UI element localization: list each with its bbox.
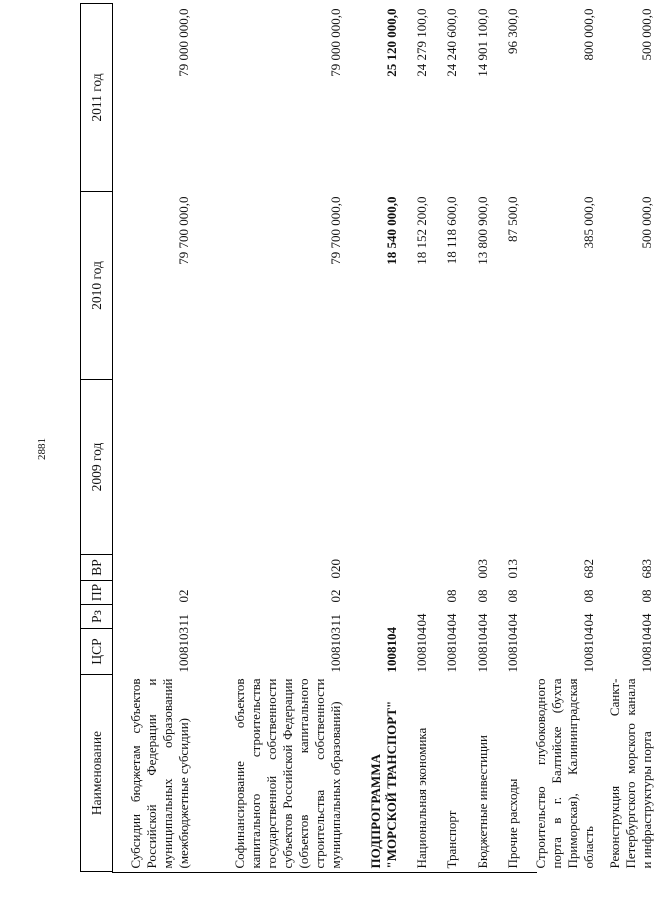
row-vr: 013	[504, 559, 520, 579]
row-rz: 04	[504, 613, 520, 627]
row-rz: 04	[474, 613, 490, 627]
row-rz: 04	[638, 613, 654, 627]
budget-table-container	[80, 4, 654, 872]
row-name: Транспорт	[443, 810, 459, 869]
row-2011: 24 240 600,0	[443, 8, 459, 77]
row-2009	[113, 380, 197, 555]
table-header-row	[81, 4, 113, 872]
row-2009	[435, 380, 465, 555]
row-pr: 02	[175, 589, 191, 603]
row-pr: 08	[580, 589, 596, 603]
row-name: Строительство глубоководного порта в г. Балтийске (бухта Приморская), Калининградская область	[532, 678, 596, 869]
table-row	[435, 4, 465, 872]
table-row	[496, 4, 526, 872]
row-2010: 385 000,0	[580, 196, 596, 249]
row-pr	[405, 581, 435, 605]
row-2010: 18 540 000,0	[383, 196, 399, 265]
row-name: Реконструкция Санкт-Петербургского морского канала и инфраструктуры порта	[606, 678, 654, 869]
row-2009	[465, 380, 496, 555]
row-name: ПОДПРОГРАММА "МОРСКОЙ ТРАНСПОРТ"	[367, 700, 399, 869]
row-vr: 683	[638, 559, 654, 579]
row-rz: 04	[413, 613, 429, 627]
row-2009	[526, 380, 602, 555]
row-2011: 96 300,0	[504, 8, 520, 54]
header-2009: 2009 год	[81, 380, 113, 555]
header-2011: 2011 год	[81, 4, 113, 192]
row-csr: 1008104	[383, 627, 399, 673]
table-row	[602, 4, 660, 872]
table-row	[465, 4, 496, 872]
table-row	[113, 4, 197, 872]
row-vr	[113, 555, 197, 581]
row-2010: 500 000,0	[638, 196, 654, 249]
row-csr: 1008104	[638, 627, 654, 673]
page-number: 2881	[36, 438, 48, 460]
row-rz	[349, 605, 405, 629]
row-rz: 11	[327, 613, 343, 627]
row-pr: 08	[474, 589, 490, 603]
row-2011: 79 000 000,0	[175, 8, 191, 77]
row-pr: 08	[443, 589, 459, 603]
row-2010: 79 700 000,0	[175, 196, 191, 265]
budget-table	[80, 3, 660, 872]
row-2011: 24 279 100,0	[413, 8, 429, 77]
row-vr	[435, 555, 465, 581]
row-name: Бюджетные инвестиции	[474, 735, 490, 869]
row-2010: 18 118 600,0	[443, 196, 459, 265]
bottom-rule	[112, 872, 537, 873]
header-rz: Рз	[81, 605, 113, 629]
row-csr: 1008104	[443, 627, 459, 673]
row-csr: 1008103	[175, 627, 191, 673]
row-2011: 14 901 100,0	[474, 8, 490, 77]
row-2011: 25 120 000,0	[383, 8, 399, 77]
row-name: Национальная экономика	[413, 727, 429, 869]
row-vr: 003	[474, 559, 490, 579]
header-vr: ВР	[81, 555, 113, 581]
row-vr	[405, 555, 435, 581]
row-2009	[197, 380, 349, 555]
row-csr: 1008104	[580, 627, 596, 673]
row-rz: 04	[580, 613, 596, 627]
row-csr: 1008104	[413, 627, 429, 673]
header-2010: 2010 год	[81, 192, 113, 380]
table-row-subprogram	[349, 4, 405, 872]
row-name: Субсидии бюджетам субъектов Российской Федерации и муниципальных образований (межбюджетные субсидии)	[127, 678, 191, 869]
row-rz: 04	[443, 613, 459, 627]
row-2009	[602, 380, 660, 555]
row-vr	[349, 555, 405, 581]
row-vr: 682	[580, 559, 596, 579]
row-vr: 020	[327, 559, 343, 579]
row-rz: 11	[175, 613, 191, 627]
header-pr: ПР	[81, 581, 113, 605]
row-2009	[349, 380, 405, 555]
row-pr: 08	[638, 589, 654, 603]
row-2009	[405, 380, 435, 555]
row-2010: 79 700 000,0	[327, 196, 343, 265]
header-name: Наименование	[81, 675, 113, 872]
row-2010: 13 800 900,0	[474, 196, 490, 265]
row-2011: 500 000,0	[638, 8, 654, 61]
row-csr: 1008104	[474, 627, 490, 673]
table-row	[526, 4, 602, 872]
row-2010: 87 500,0	[504, 196, 520, 242]
row-2011: 800 000,0	[580, 8, 596, 61]
row-2009	[496, 380, 526, 555]
row-pr: 02	[327, 589, 343, 603]
row-2011: 79 000 000,0	[327, 8, 343, 77]
table-row	[197, 4, 349, 872]
table-row	[405, 4, 435, 872]
row-name: Прочие расходы	[504, 778, 520, 869]
row-pr	[349, 581, 405, 605]
header-csr: ЦСР	[81, 629, 113, 675]
row-csr: 1008104	[504, 627, 520, 673]
row-csr: 1008103	[327, 627, 343, 673]
row-pr: 08	[504, 589, 520, 603]
row-2010: 18 152 200,0	[413, 196, 429, 265]
row-name: Софинансирование объектов капитального строительства государственной собственности субъектов Российской Федерации (объектов капитального строительства собственности муниципальных образований)	[231, 678, 343, 869]
